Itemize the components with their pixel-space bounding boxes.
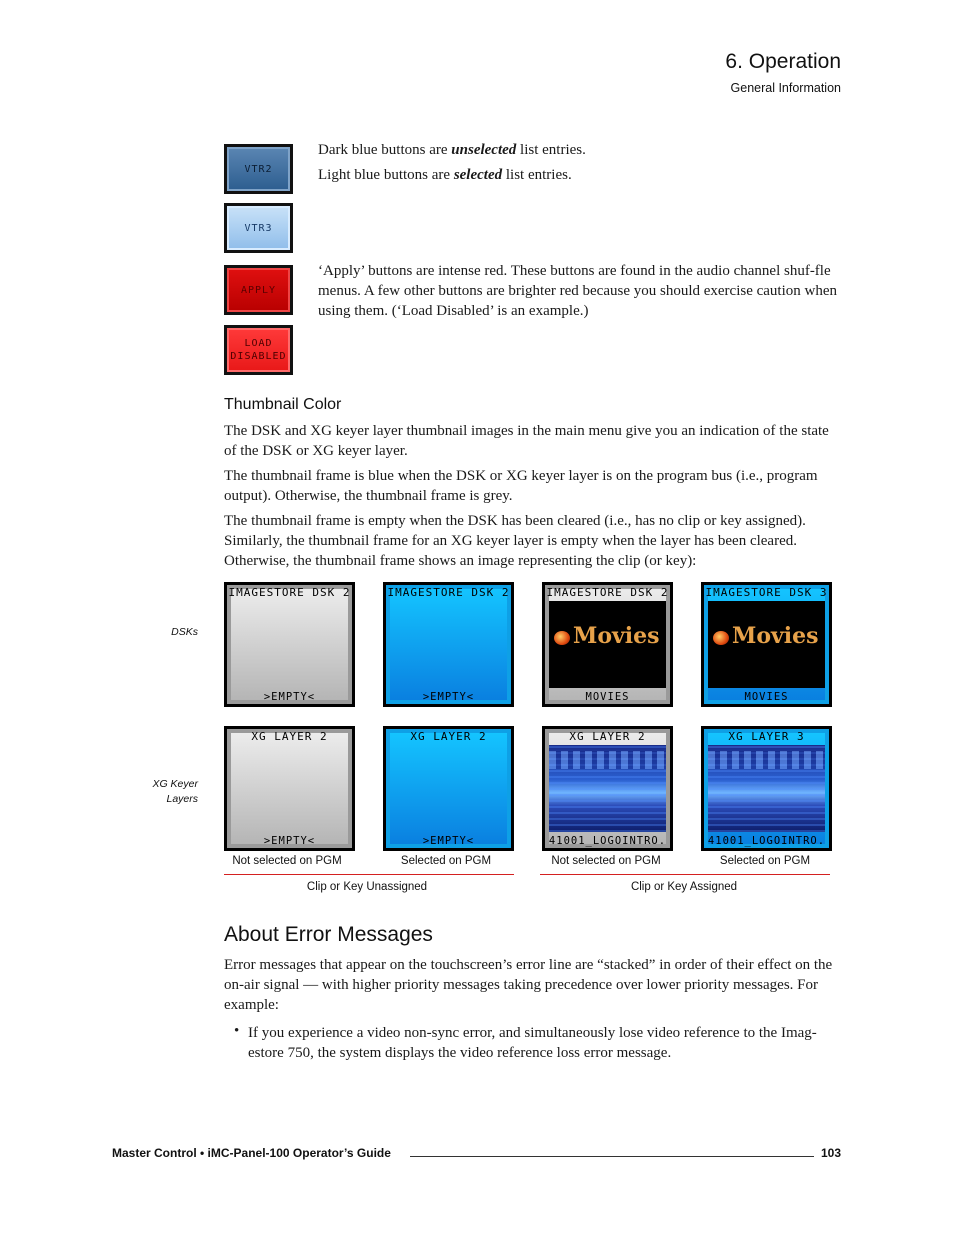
thumbnail-clip-name: >EMPTY< <box>263 691 316 703</box>
dsk-thumbnail-assigned-not-selected <box>542 582 673 707</box>
footer-guide-title: Master Control • iMC-Panel-100 Operator’s Guide <box>112 1146 391 1160</box>
caption-not-selected-pgm: Not selected on PGM <box>232 855 342 867</box>
movies-clip-image <box>549 601 666 688</box>
thumbnail-clip-name: MOVIES <box>744 691 789 703</box>
logo-intro-clip-image <box>549 745 666 832</box>
orb-icon <box>554 631 570 645</box>
error-messages-body <box>224 955 844 1020</box>
dark-blue-description: Dark blue buttons are unselected list entries. <box>318 142 586 158</box>
dsk-thumbnail-unassigned-not-selected <box>224 582 355 707</box>
thumbnail-clip-name: MOVIES <box>585 691 630 703</box>
caption-selected-pgm: Selected on PGM <box>719 855 811 867</box>
thumbnail-title: IMAGESTORE DSK 2 <box>387 586 510 599</box>
group-rule-unassigned <box>224 874 514 875</box>
xg-thumbnail-assigned-not-selected <box>542 726 673 851</box>
paragraph: Error messages that appear on the touchscreen’s error line are “stacked” in order of their effect on the on-air signal — with higher priority messages taking precedence over lower priority messages. For example: <box>224 957 833 1013</box>
thumbnail-color-body <box>224 421 844 576</box>
bullet-item: If you experience a video non-sync error, and simultaneously lose video reference to the Imag-estore 750, the system displays the video reference loss error message. <box>248 1025 817 1061</box>
dsk-thumbnail-assigned-selected <box>701 582 832 707</box>
group-caption-assigned: Clip or Key Assigned <box>630 881 738 893</box>
xg-keyer-layers-label: XG Keyer Layers <box>152 778 198 805</box>
thumbnail-clip-name: 41001_LOGOINTRO. <box>707 835 826 847</box>
movies-clip-image <box>708 601 825 688</box>
group-caption-unassigned: Clip or Key Unassigned <box>306 881 428 893</box>
page-number: 103 <box>820 1146 841 1160</box>
unselected-button-example: VTR2 <box>224 144 293 194</box>
thumbnail-color-heading: Thumbnail Color <box>224 396 342 413</box>
selected-button-example: VTR3 <box>224 203 293 253</box>
light-blue-description: Light blue buttons are selected list entries. <box>318 167 572 183</box>
dsk-thumbnail-unassigned-selected <box>383 582 514 707</box>
load-disabled-button-example: LOAD DISABLED <box>224 325 293 375</box>
thumbnail-clip-name: >EMPTY< <box>422 835 475 847</box>
chapter-title: 6. Operation <box>725 50 841 73</box>
footer-rule <box>410 1156 814 1157</box>
about-error-messages-heading: About Error Messages <box>224 923 433 946</box>
thumbnail-clip-name: 41001_LOGOINTRO. <box>548 835 667 847</box>
group-rule-assigned <box>540 874 830 875</box>
thumbnail-title: IMAGESTORE DSK 2 <box>228 586 351 599</box>
caption-not-selected-pgm: Not selected on PGM <box>551 855 661 867</box>
thumbnail-title: IMAGESTORE DSK 2 <box>546 586 669 599</box>
thumbnail-title: XG LAYER 2 <box>410 730 487 743</box>
movies-logo-text: Movies <box>732 623 819 649</box>
logo-intro-clip-image <box>708 745 825 832</box>
apply-description: ‘Apply’ buttons are intense red. These buttons are found in the audio channel shuf-fle menus. A few other buttons are brighter red because you should exercise caution when using them. (‘Load Disabled’ is an example.) <box>318 263 838 319</box>
dsks-label: DSKs <box>171 626 198 638</box>
movies-logo-text: Movies <box>573 623 660 649</box>
paragraph: The thumbnail frame is blue when the DSK or XG keyer layer is on the program bus (i.e., program output). Otherwise, the thumbnail frame is grey. <box>224 468 818 504</box>
orb-icon <box>713 631 729 645</box>
paragraph: The thumbnail frame is empty when the DSK has been cleared (i.e., has no clip or key assigned). Similarly, the thumbnail frame for an XG keyer layer is empty when the layer has been cleared. Otherwise, the thumbnail frame shows an image representing the clip (or key): <box>224 513 806 569</box>
thumbnail-title: IMAGESTORE DSK 3 <box>705 586 828 599</box>
xg-thumbnail-unassigned-selected <box>383 726 514 851</box>
thumbnail-title: XG LAYER 2 <box>569 730 646 743</box>
bullet-marker: • <box>234 1023 240 1039</box>
thumbnail-title: XG LAYER 2 <box>251 730 328 743</box>
thumbnail-clip-name: >EMPTY< <box>263 835 316 847</box>
apply-button-example: APPLY <box>224 265 293 315</box>
xg-thumbnail-assigned-selected <box>701 726 832 851</box>
caption-selected-pgm: Selected on PGM <box>400 855 492 867</box>
section-title: General Information <box>730 81 841 95</box>
xg-thumbnail-unassigned-not-selected <box>224 726 355 851</box>
thumbnail-title: XG LAYER 3 <box>728 730 805 743</box>
paragraph: The DSK and XG keyer layer thumbnail images in the main menu give you an indication of the state of the DSK or XG keyer layer. <box>224 423 829 459</box>
thumbnail-clip-name: >EMPTY< <box>422 691 475 703</box>
